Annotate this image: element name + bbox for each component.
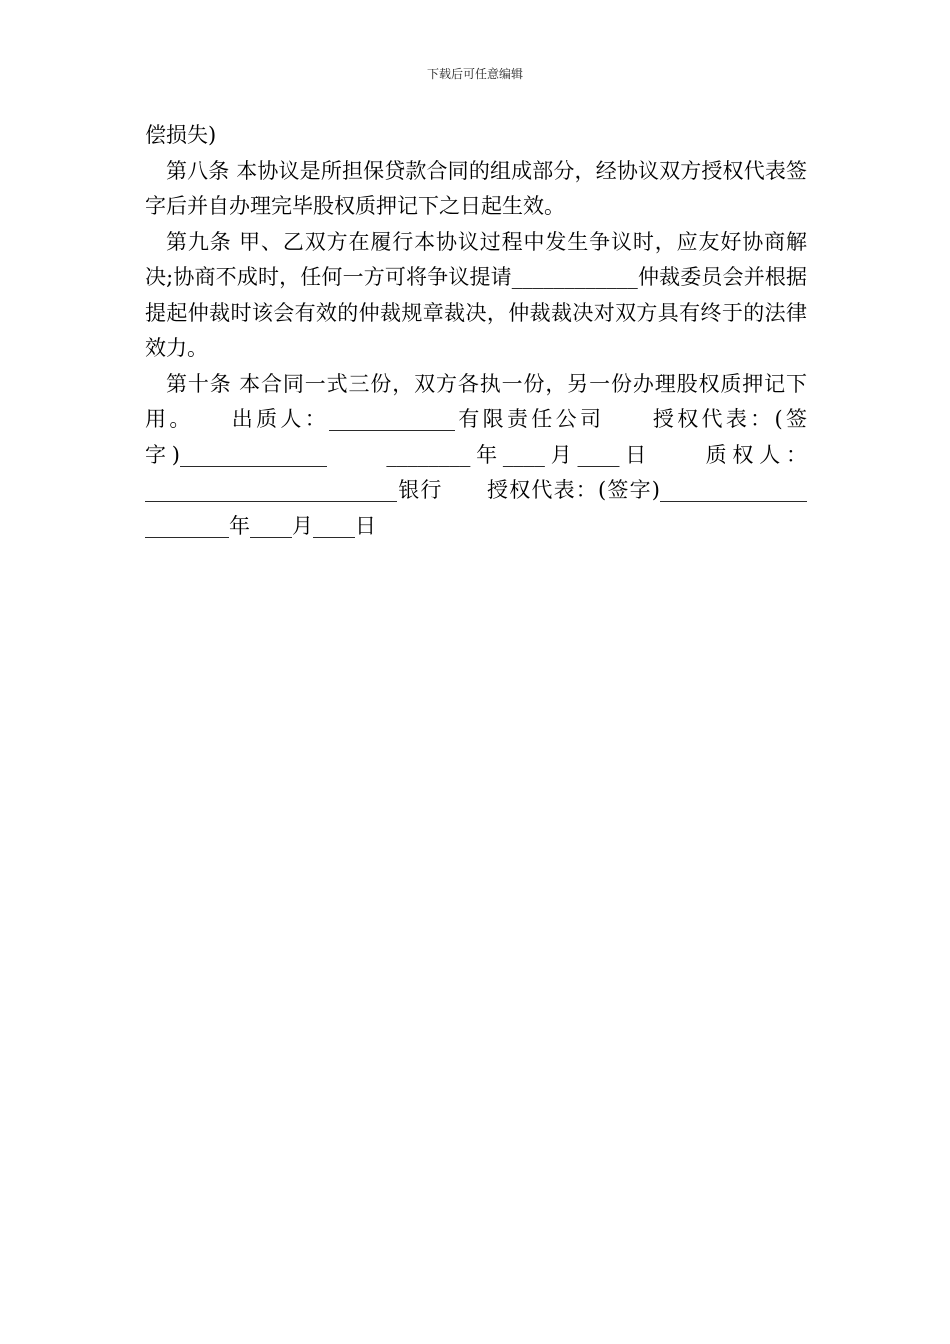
document-body <box>145 118 849 544</box>
article-10-paragraph: 第十条 本合同一式三份，双方各执一份，另一份办理股权质押记下用。 出质人：____________有限责任公司 授权代表：(签字)______________ ________年____月____日 质权人：________________________银行 授权代表：(签字)______________ ________年____月____日 <box>145 371 849 538</box>
page-header-note: 下载后可任意编辑 <box>426 67 523 81</box>
article-9-paragraph: 第九条 甲、乙双方在履行本协议过程中发生争议时，应友好协商解决;协商不成时，任何一方可将争议提请____________仲裁委员会并根据提起仲裁时该会有效的仲裁规章裁决，仲裁裁决对双方具有终于的法律效力。 <box>145 229 807 360</box>
paragraph-continuation: 偿损失) <box>145 123 217 147</box>
article-8-paragraph: 第八条 本协议是所担保贷款合同的组成部分，经协议双方授权代表签字后并自办理完毕股权质押记下之日起生效。 <box>145 158 807 218</box>
